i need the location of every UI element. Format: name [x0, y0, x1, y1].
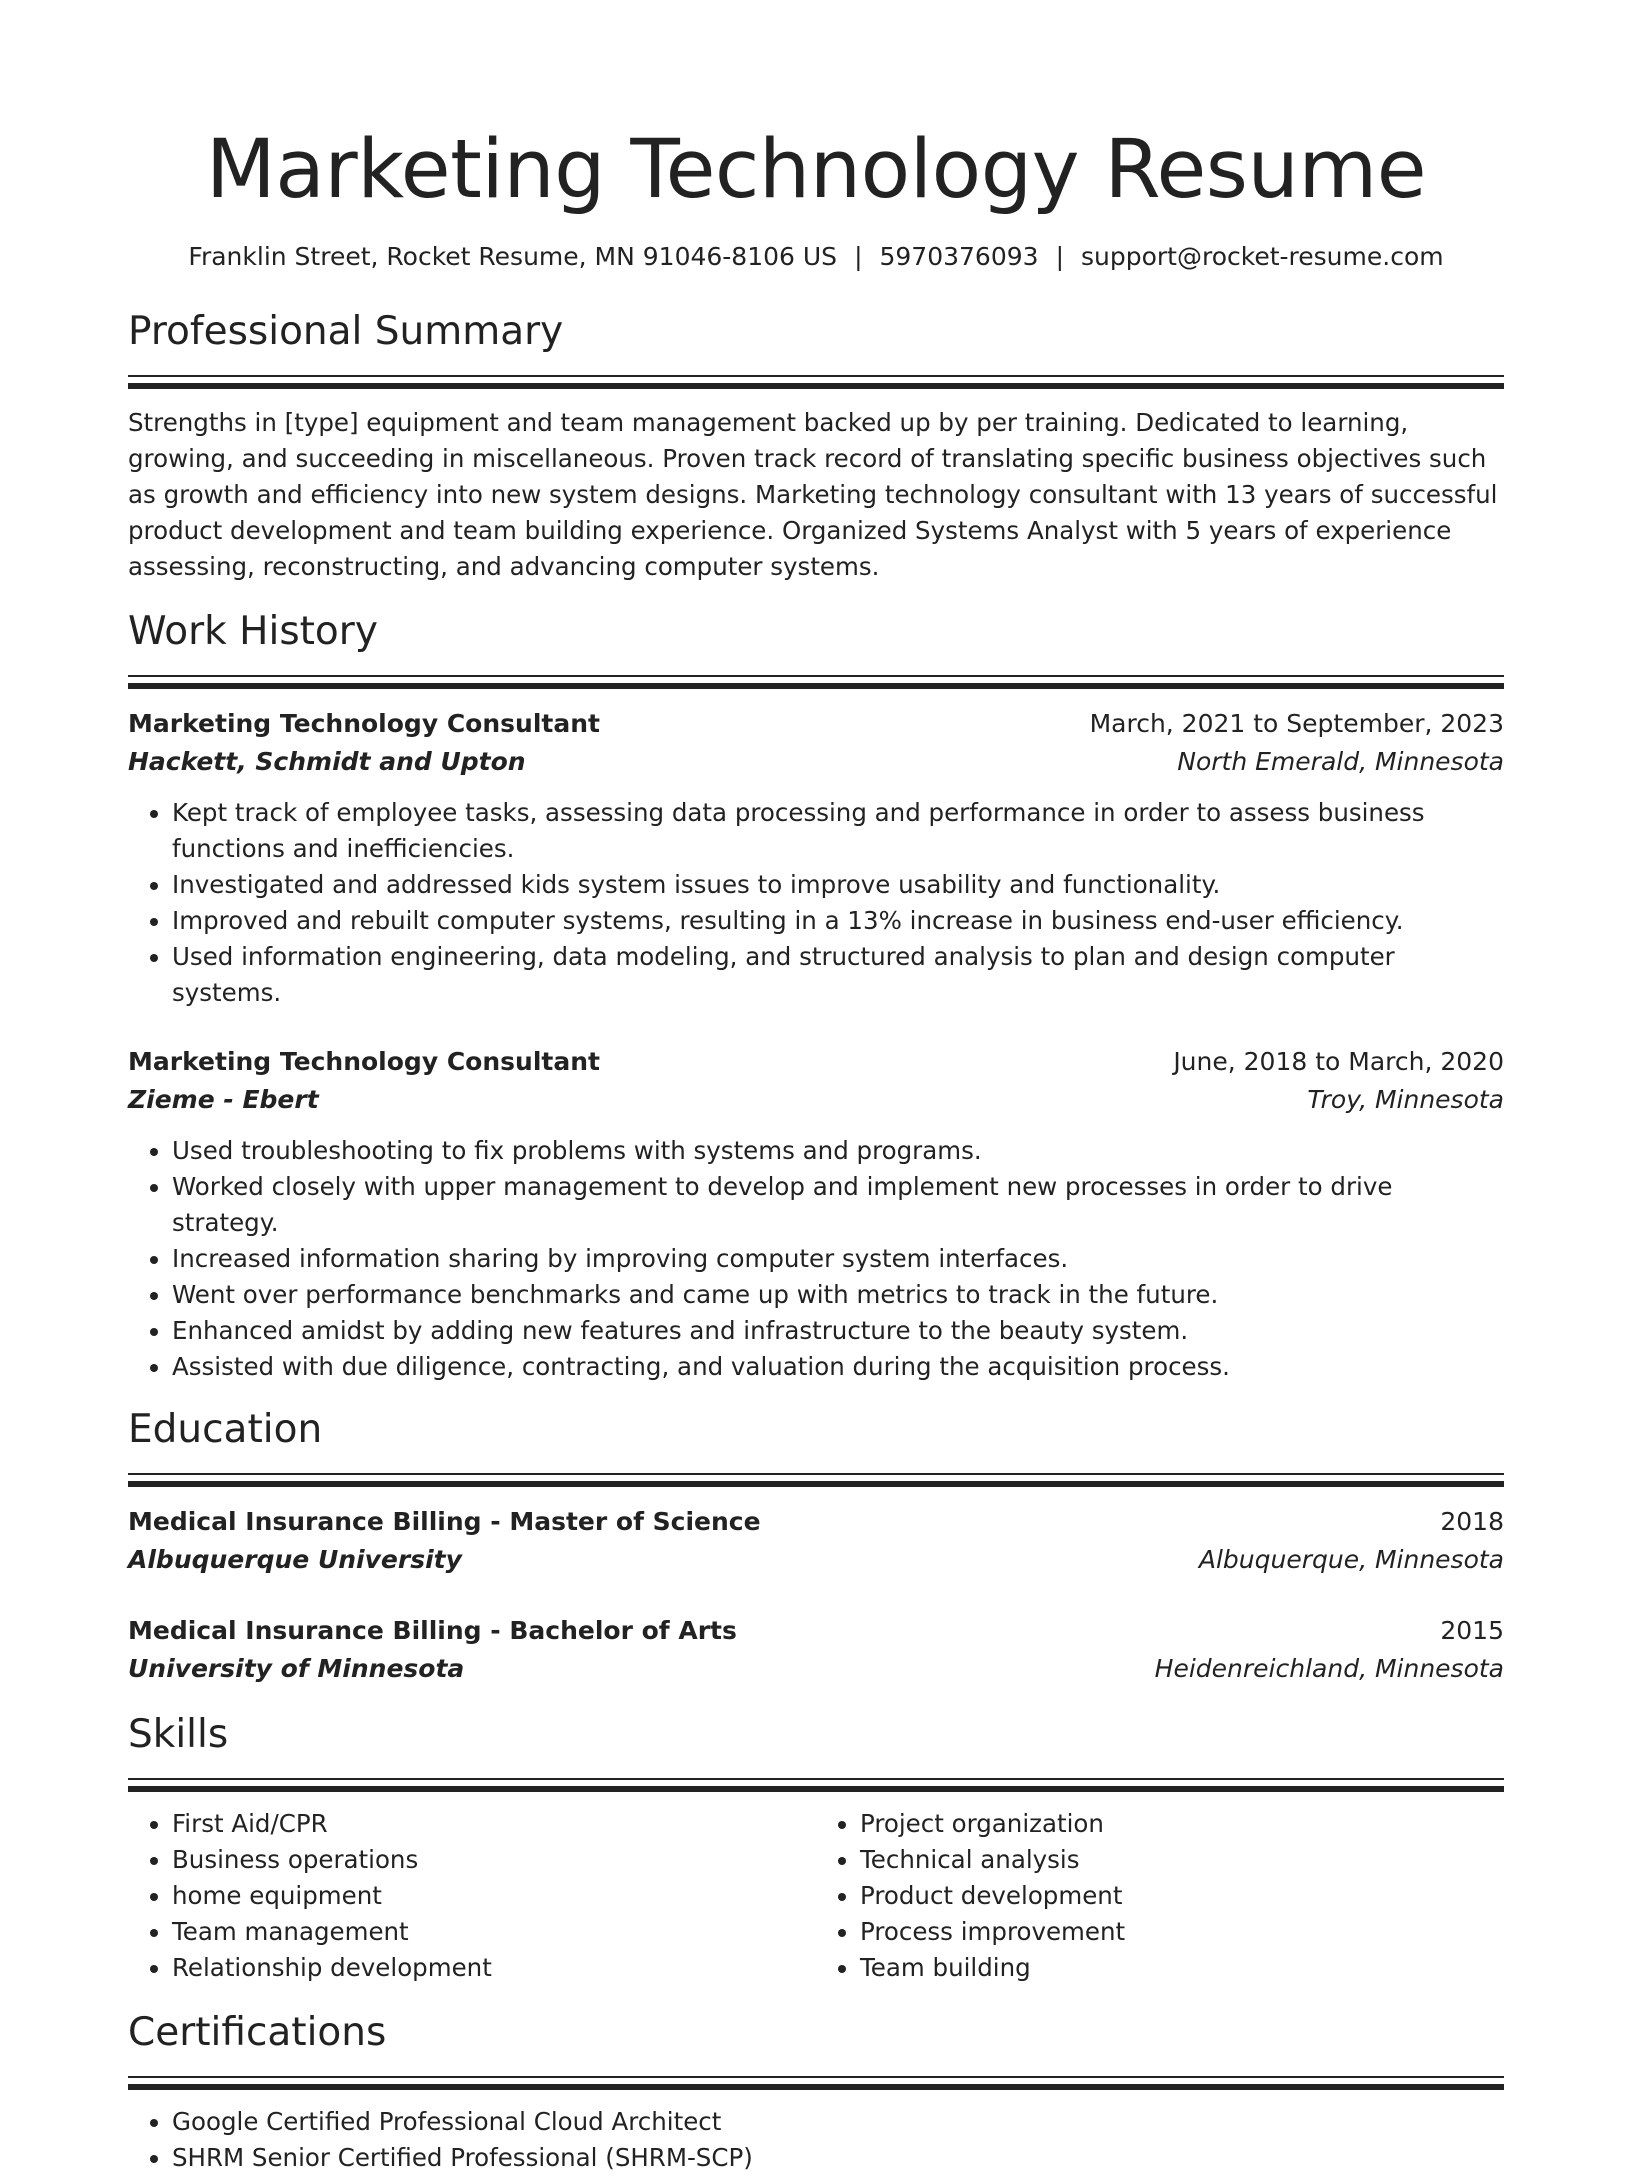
section-title-education: Education: [128, 1407, 323, 1452]
section-title-work: Work History: [128, 609, 378, 654]
contact-separator: |: [854, 242, 863, 271]
job-entry: [128, 705, 1504, 1011]
education-school: Albuquerque University: [128, 1545, 462, 1574]
education-year: 2015: [1440, 1616, 1504, 1645]
education-degree: Medical Insurance Billing - Master of Science: [128, 1507, 761, 1536]
skills-grid: [128, 1806, 1504, 1986]
section-divider: [128, 2076, 1504, 2090]
section-title-summary: Professional Summary: [128, 309, 564, 354]
contact-phone: 5970376093: [879, 242, 1039, 271]
section-divider: [128, 675, 1504, 689]
section-title-skills: Skills: [128, 1712, 229, 1757]
list-item: • Assisted with due diligence, contracting, and valuation during the acquisition process.: [172, 1349, 1504, 1385]
list-item: • Investigated and addressed kids system issues to improve usability and functionality.: [172, 867, 1504, 903]
resume-name: Marketing Technology Resume: [205, 123, 1427, 217]
education-location: Heidenreichland, Minnesota: [1154, 1654, 1504, 1683]
certifications-section: [128, 2008, 1504, 2176]
section-divider: [128, 375, 1504, 389]
skills-list-left: [128, 1806, 816, 1986]
list-item: • Product development: [860, 1878, 1504, 1914]
job-company: Zieme - Ebert: [128, 1085, 319, 1114]
list-item: • Google Certified Professional Cloud Architect: [172, 2104, 1504, 2140]
list-item: • Business operations: [172, 1842, 816, 1878]
job-location: Troy, Minnesota: [1307, 1085, 1504, 1114]
list-item: • home equipment: [172, 1878, 816, 1914]
list-item: • Process improvement: [860, 1914, 1504, 1950]
summary-text: Strengths in [type] equipment and team management backed up by per training. Dedicated to learning, growing, and succeeding in miscellaneous. Proven track record of translating specific business objectives such as growth and efficiency into new system designs. Marketing technology consultant with 13 years of successful product development and team building experience. Organized Systems Analyst with 5 years of experience assessing, reconstructing, and advancing computer systems.: [128, 408, 1498, 581]
list-item: • Worked closely with upper management to develop and implement new processes in order to drive strategy.: [172, 1169, 1504, 1241]
work-section: [128, 607, 1504, 1385]
skills-list-right: [816, 1806, 1504, 1986]
list-item: • Team management: [172, 1914, 816, 1950]
education-year: 2018: [1440, 1507, 1504, 1536]
job-bullets: [128, 795, 1504, 1011]
list-item: • Increased information sharing by improving computer system interfaces.: [172, 1241, 1504, 1277]
list-item: • Enhanced amidst by adding new features and infrastructure to the beauty system.: [172, 1313, 1504, 1349]
contact-email: support@rocket-resume.com: [1081, 242, 1444, 271]
summary-section: [128, 307, 1504, 585]
job-dates: March, 2021 to September, 2023: [1089, 709, 1504, 738]
education-school: University of Minnesota: [128, 1654, 465, 1683]
section-title-certifications: Certifications: [128, 2010, 387, 2055]
certifications-list: [128, 2104, 1504, 2176]
list-item: • First Aid/CPR: [172, 1806, 816, 1842]
job-company: Hackett, Schmidt and Upton: [128, 747, 526, 776]
skills-section: [128, 1710, 1504, 1986]
list-item: • Used information engineering, data modeling, and structured analysis to plan and design computer systems.: [172, 939, 1504, 1011]
list-item: • Relationship development: [172, 1950, 816, 1986]
job-bullets: [128, 1133, 1504, 1385]
list-item: • Improved and rebuilt computer systems, resulting in a 13% increase in business end-user efficiency.: [172, 903, 1504, 939]
job-location: North Emerald, Minnesota: [1177, 747, 1504, 776]
section-divider: [128, 1778, 1504, 1792]
list-item: • SHRM Senior Certified Professional (SHRM-SCP): [172, 2140, 1504, 2176]
job-position: Marketing Technology Consultant: [128, 709, 600, 738]
contact-separator: |: [1055, 242, 1064, 271]
education-entry: [128, 1612, 1504, 1688]
section-divider: [128, 1473, 1504, 1487]
contact-line: [128, 240, 1504, 274]
list-item: • Kept track of employee tasks, assessing data processing and performance in order to assess business functions and inefficiencies.: [172, 795, 1504, 867]
job-position: Marketing Technology Consultant: [128, 1047, 600, 1076]
education-location: Albuquerque, Minnesota: [1198, 1545, 1504, 1574]
education-degree: Medical Insurance Billing - Bachelor of Arts: [128, 1616, 737, 1645]
education-entry: [128, 1503, 1504, 1579]
contact-address: Franklin Street, Rocket Resume, MN 91046-8106 US: [188, 242, 838, 271]
list-item: • Used troubleshooting to fix problems with systems and programs.: [172, 1133, 1504, 1169]
list-item: • Project organization: [860, 1806, 1504, 1842]
list-item: • Technical analysis: [860, 1842, 1504, 1878]
job-entry: [128, 1043, 1504, 1385]
education-section: [128, 1405, 1504, 1688]
list-item: • Team building: [860, 1950, 1504, 1986]
job-dates: June, 2018 to March, 2020: [1173, 1047, 1504, 1076]
list-item: • Went over performance benchmarks and came up with metrics to track in the future.: [172, 1277, 1504, 1313]
